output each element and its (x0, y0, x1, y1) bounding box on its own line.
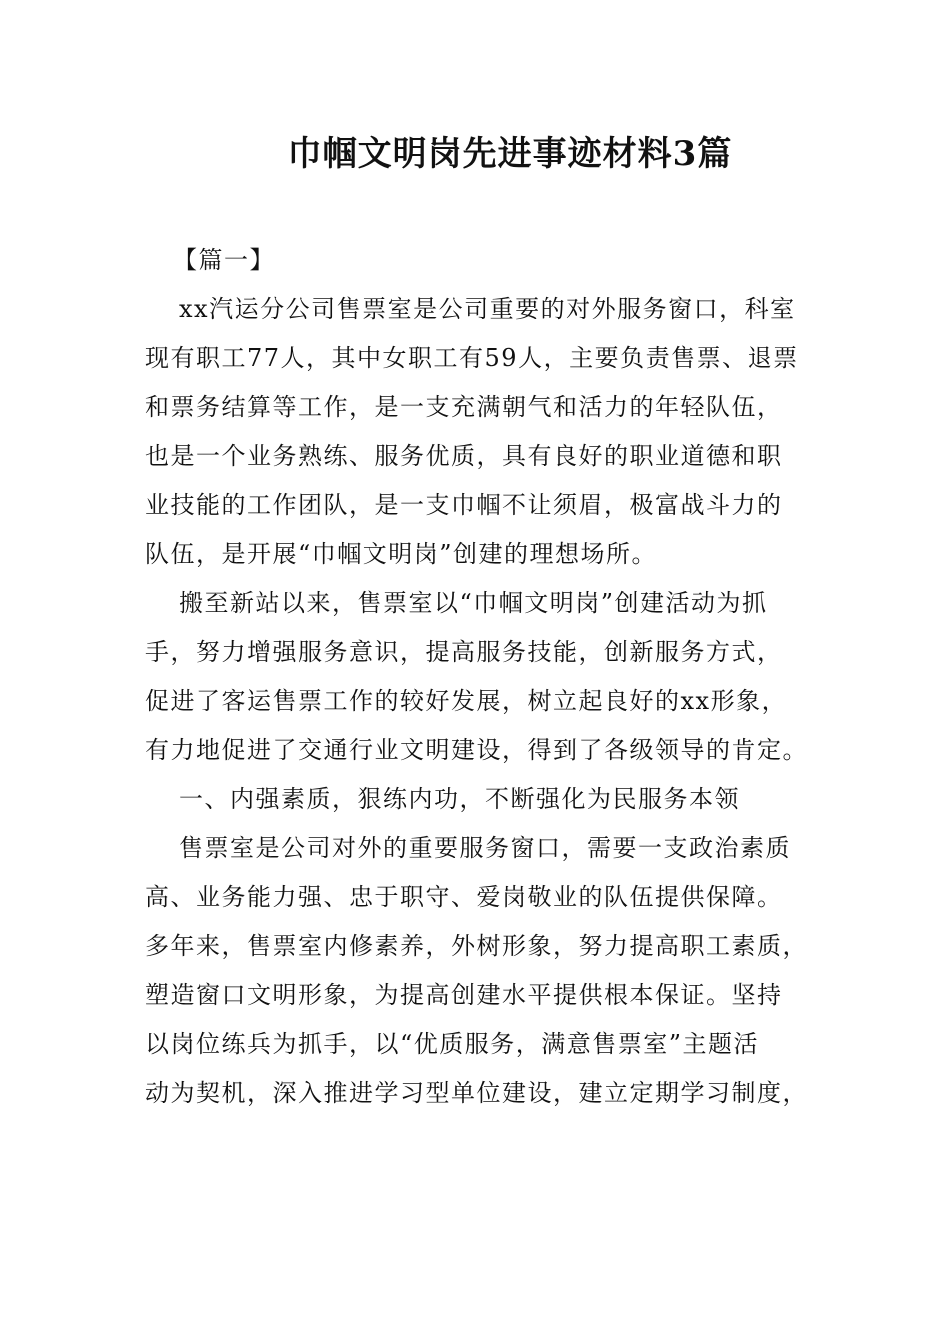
paragraph-line: 也是一个业务熟练、服务优质，具有良好的职业道德和职 (145, 442, 783, 470)
paragraph-line: 现有职工77人，其中女职工有59人，主要负责售票、退票 (145, 344, 799, 372)
paragraph-line: 队伍，是开展“巾帼文明岗”创建的理想场所。 (145, 540, 658, 568)
paragraph-line: 以岗位练兵为抓手，以“优质服务，满意售票室”主题活 (145, 1030, 760, 1058)
paragraph-line: 搬至新站以来，售票室以“巾帼文明岗”创建活动为抓 (179, 589, 768, 617)
paragraph-line: 业技能的工作团队，是一支巾帼不让须眉，极富战斗力的 (145, 491, 783, 519)
paragraph-line: 动为契机，深入推进学习型单位建设，建立定期学习制度， (145, 1079, 808, 1107)
section-label: 【篇一】 (173, 246, 275, 274)
paragraph-line: 塑造窗口文明形象，为提高创建水平提供根本保证。坚持 (145, 981, 783, 1009)
paragraph-line: 售票室是公司对外的重要服务窗口，需要一支政治素质 (179, 834, 791, 862)
paragraph-line: 促进了客运售票工作的较好发展，树立起良好的xx形象， (145, 687, 788, 715)
paragraph-line: 多年来，售票室内修素养，外树形象，努力提高职工素质， (145, 932, 808, 960)
document-body (145, 236, 810, 1118)
paragraph-line: 高、业务能力强、忠于职守、爱岗敬业的队伍提供保障。 (145, 883, 783, 911)
section-heading: 一、内强素质，狠练内功，不断强化为民服务本领 (179, 785, 740, 813)
paragraph-line: 手，努力增强服务意识，提高服务技能，创新服务方式， (145, 638, 783, 666)
paragraph-line: xx汽运分公司售票室是公司重要的对外服务窗口，科室 (179, 295, 796, 323)
paragraph-line: 和票务结算等工作，是一支充满朝气和活力的年轻队伍， (145, 393, 783, 421)
document-title: 巾帼文明岗先进事迹材料3篇 (287, 134, 733, 174)
paragraph-line: 有力地促进了交通行业文明建设，得到了各级领导的肯定。 (145, 736, 808, 764)
